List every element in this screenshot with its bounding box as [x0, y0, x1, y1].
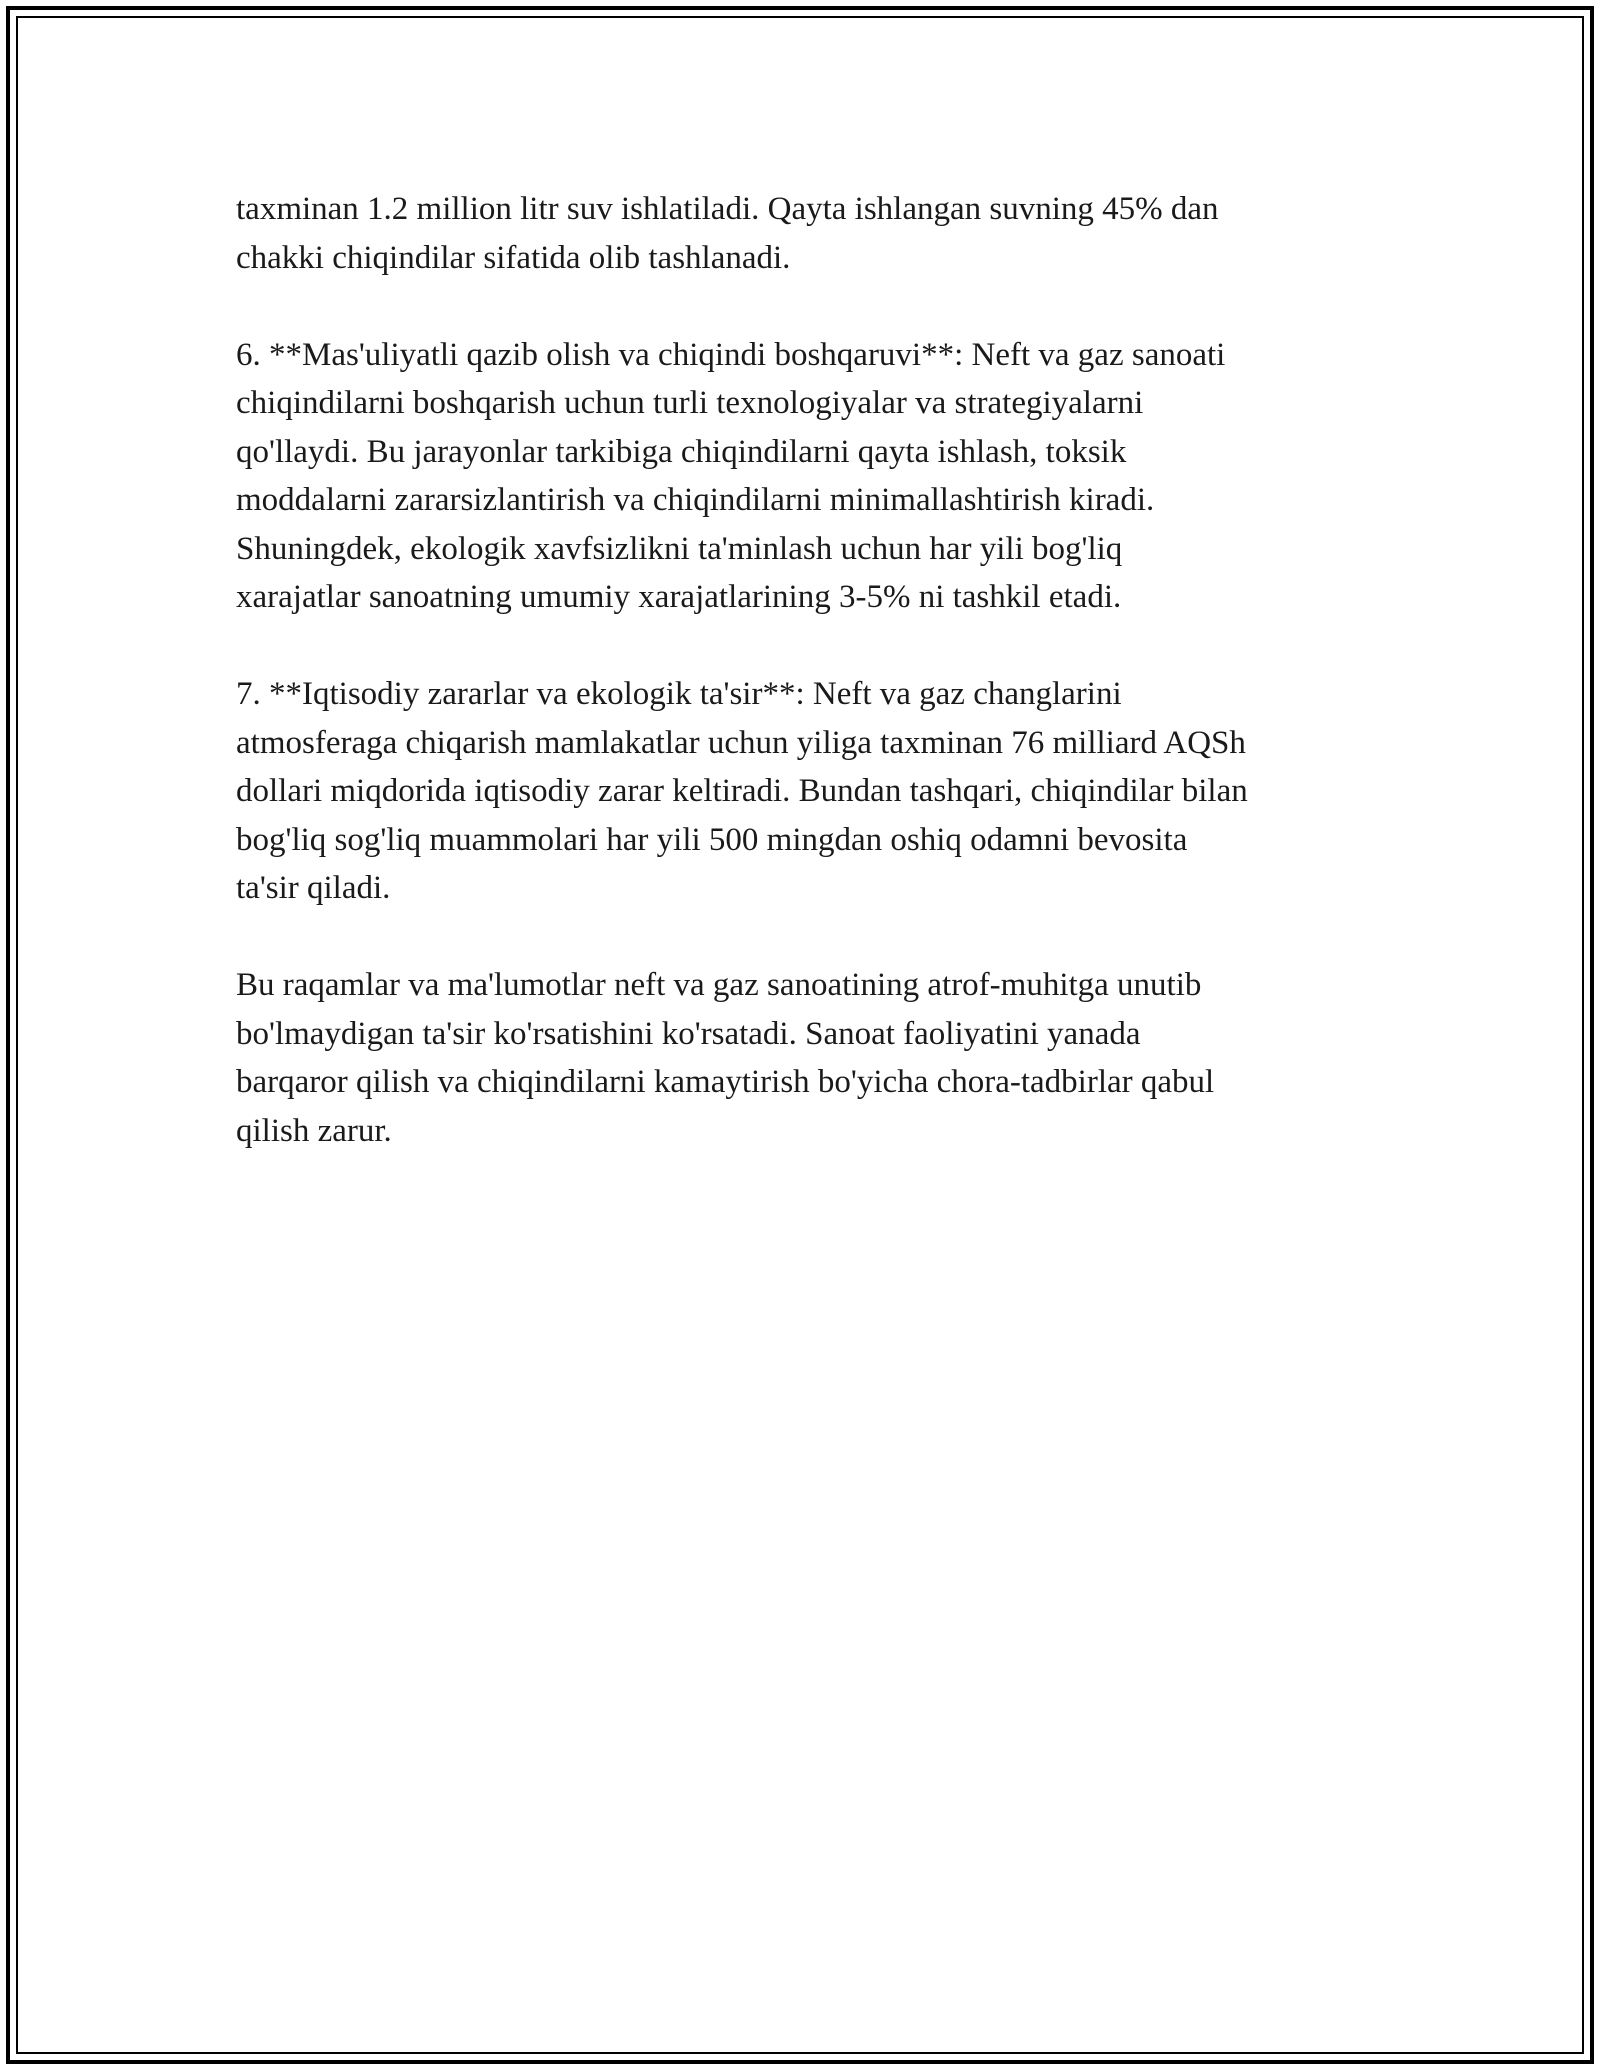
text-line: ta'sir qiladi.: [236, 870, 391, 906]
text-line: qilish zarur.: [236, 1112, 392, 1149]
text-line: chakki chiqindilar sifatida olib tashlanadi.: [236, 239, 791, 276]
text-line: chiqindilarni boshqarish uchun turli texnologiyalar va strategiyalarni: [236, 385, 1144, 421]
text-line: barqaror qilish va chiqindilarni kamaytirish bo'yicha chora-tadbirlar qabul: [236, 1064, 1215, 1100]
paragraph-item-6: [236, 331, 1386, 622]
paragraph-water-usage: [236, 185, 1386, 282]
text-line: bo'lmaydigan ta'sir ko'rsatishini ko'rsatadi. Sanoat faoliyatini yanada: [236, 1015, 1141, 1052]
text-line: bog'liq sog'liq muammolari har yili 500 mingdan oshiq odamni bevosita: [236, 821, 1188, 858]
text-line: 6. **Mas'uliyatli qazib olish va chiqindi boshqaruvi**: Neft va gaz sanoati: [236, 336, 1226, 373]
text-line: moddalarni zararsizlantirish va chiqindilarni minimallashtirish kiradi.: [236, 482, 1155, 518]
text-line: dollari miqdorida iqtisodiy zarar keltiradi. Bundan tashqari, chiqindilar bilan: [236, 773, 1248, 809]
paragraph-conclusion: [236, 961, 1386, 1155]
text-line: atmosferaga chiqarish mamlakatlar uchun yiliga taxminan 76 milliard AQSh: [236, 724, 1246, 761]
document-body: [236, 185, 1386, 1204]
text-line: taxminan 1.2 million litr suv ishlatiladi. Qayta ishlangan suvning 45% dan: [236, 191, 1219, 227]
paragraph-item-7: [236, 670, 1386, 913]
text-line: xarajatlar sanoatning umumiy xarajatlarining 3-5% ni tashkil etadi.: [236, 579, 1122, 615]
text-line: 7. **Iqtisodiy zararlar va ekologik ta'sir**: Neft va gaz changlarini: [236, 676, 1122, 712]
text-line: qo'llaydi. Bu jarayonlar tarkibiga chiqindilarni qayta ishlash, toksik: [236, 433, 1127, 470]
text-line: Bu raqamlar va ma'lumotlar neft va gaz sanoatining atrof-muhitga unutib: [236, 967, 1202, 1003]
text-line: Shuningdek, ekologik xavfsizlikni ta'minlash uchun har yili bog'liq: [236, 530, 1123, 567]
